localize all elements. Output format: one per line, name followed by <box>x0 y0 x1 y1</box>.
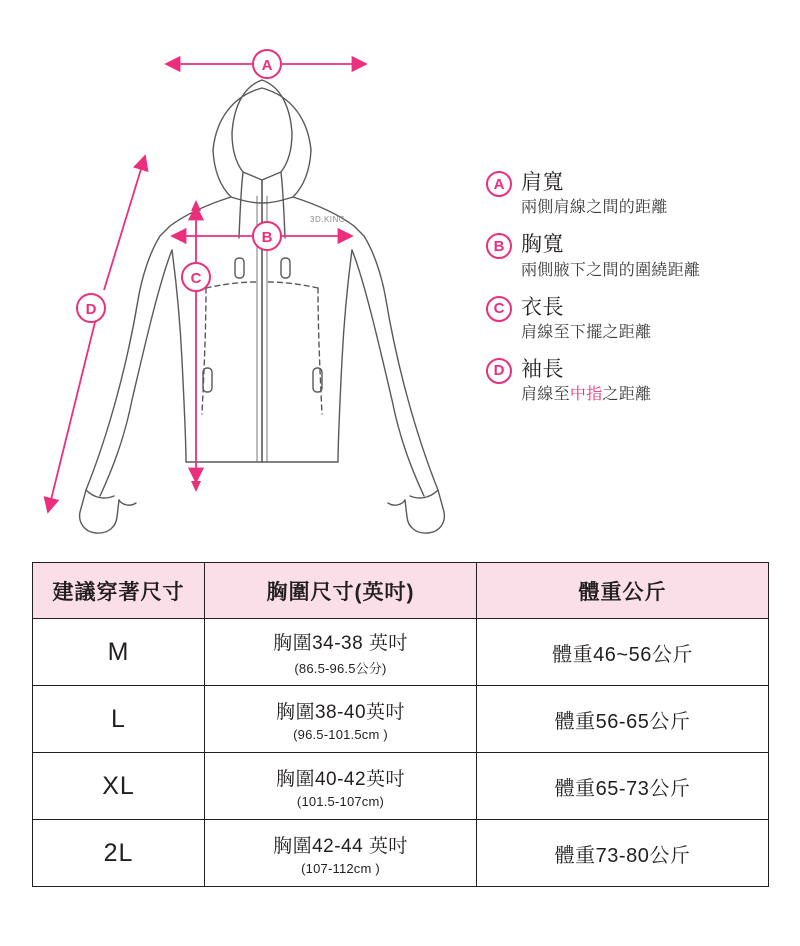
cell-bust <box>205 820 477 887</box>
table-row <box>33 686 769 753</box>
cell-weight: 體重65-73公斤 <box>477 753 769 820</box>
legend-item-body-length <box>486 295 786 343</box>
cell-bust-main: 胸圍38-40英吋 <box>275 701 406 723</box>
cell-bust-sub: (96.5-101.5cm ) <box>293 726 388 742</box>
legend-badge-d: D <box>486 358 512 384</box>
legend-sub-b: 兩側腋下之間的圍繞距離 <box>521 261 701 279</box>
legend-title-a: 肩寬 <box>521 171 564 194</box>
marker-d-label: D <box>85 301 97 318</box>
legend-badge-a: A <box>486 171 512 197</box>
cell-weight: 體重46~56公斤 <box>477 619 769 686</box>
legend-item-sleeve-length <box>486 357 786 405</box>
legend-badge-b: B <box>486 233 512 259</box>
cell-bust-sub: (107-112cm ) <box>301 860 380 876</box>
table-row <box>33 820 769 887</box>
cell-bust <box>205 686 477 753</box>
legend-sub-a: 兩側肩線之間的距離 <box>521 199 668 217</box>
cell-size: XL <box>33 753 205 820</box>
legend-sub-d: 肩線至中指之距離 <box>521 386 652 403</box>
legend-item-chest-width <box>486 232 786 280</box>
header-bust: 胸圍尺寸(英吋) <box>205 563 477 619</box>
brand-watermark: 3D.KING <box>310 215 346 224</box>
marker-c-label: C <box>190 270 202 287</box>
cell-size: L <box>33 686 205 753</box>
table-header-row <box>33 563 769 619</box>
legend-sub-c: 肩線至下擺之距離 <box>521 323 652 341</box>
size-table <box>32 562 769 887</box>
table-row <box>33 753 769 820</box>
legend-badge-c: C <box>486 296 512 322</box>
cell-bust <box>205 753 477 820</box>
cell-bust-sub: (86.5-96.5公分) <box>294 660 387 676</box>
cell-bust-main: 胸圍34-38 英吋 <box>273 632 408 654</box>
cell-size: M <box>33 619 205 686</box>
legend-item-shoulder-width <box>486 170 786 218</box>
legend-title-d: 袖長 <box>521 357 564 381</box>
cell-bust <box>205 619 477 686</box>
marker-b-label: B <box>261 229 273 246</box>
legend-sub-d-highlight: 中指 <box>569 386 603 403</box>
cell-bust-main: 胸圍40-42英吋 <box>275 768 406 790</box>
legend-title-b: 胸寬 <box>521 233 564 257</box>
legend-title-c: 衣長 <box>521 295 564 319</box>
cell-bust-main: 胸圍42-44 英吋 <box>273 835 408 857</box>
header-size: 建議穿著尺寸 <box>33 563 205 619</box>
measurement-legend <box>486 170 786 419</box>
header-weight: 體重公斤 <box>477 563 769 619</box>
cell-weight: 體重73-80公斤 <box>477 820 769 887</box>
cell-weight: 體重56-65公斤 <box>477 686 769 753</box>
marker-a-label: A <box>261 57 273 74</box>
table-row <box>33 619 769 686</box>
size-table-wrapper <box>32 562 768 887</box>
cell-size: 2L <box>33 820 205 887</box>
cell-bust-sub: (101.5-107cm) <box>296 793 385 809</box>
